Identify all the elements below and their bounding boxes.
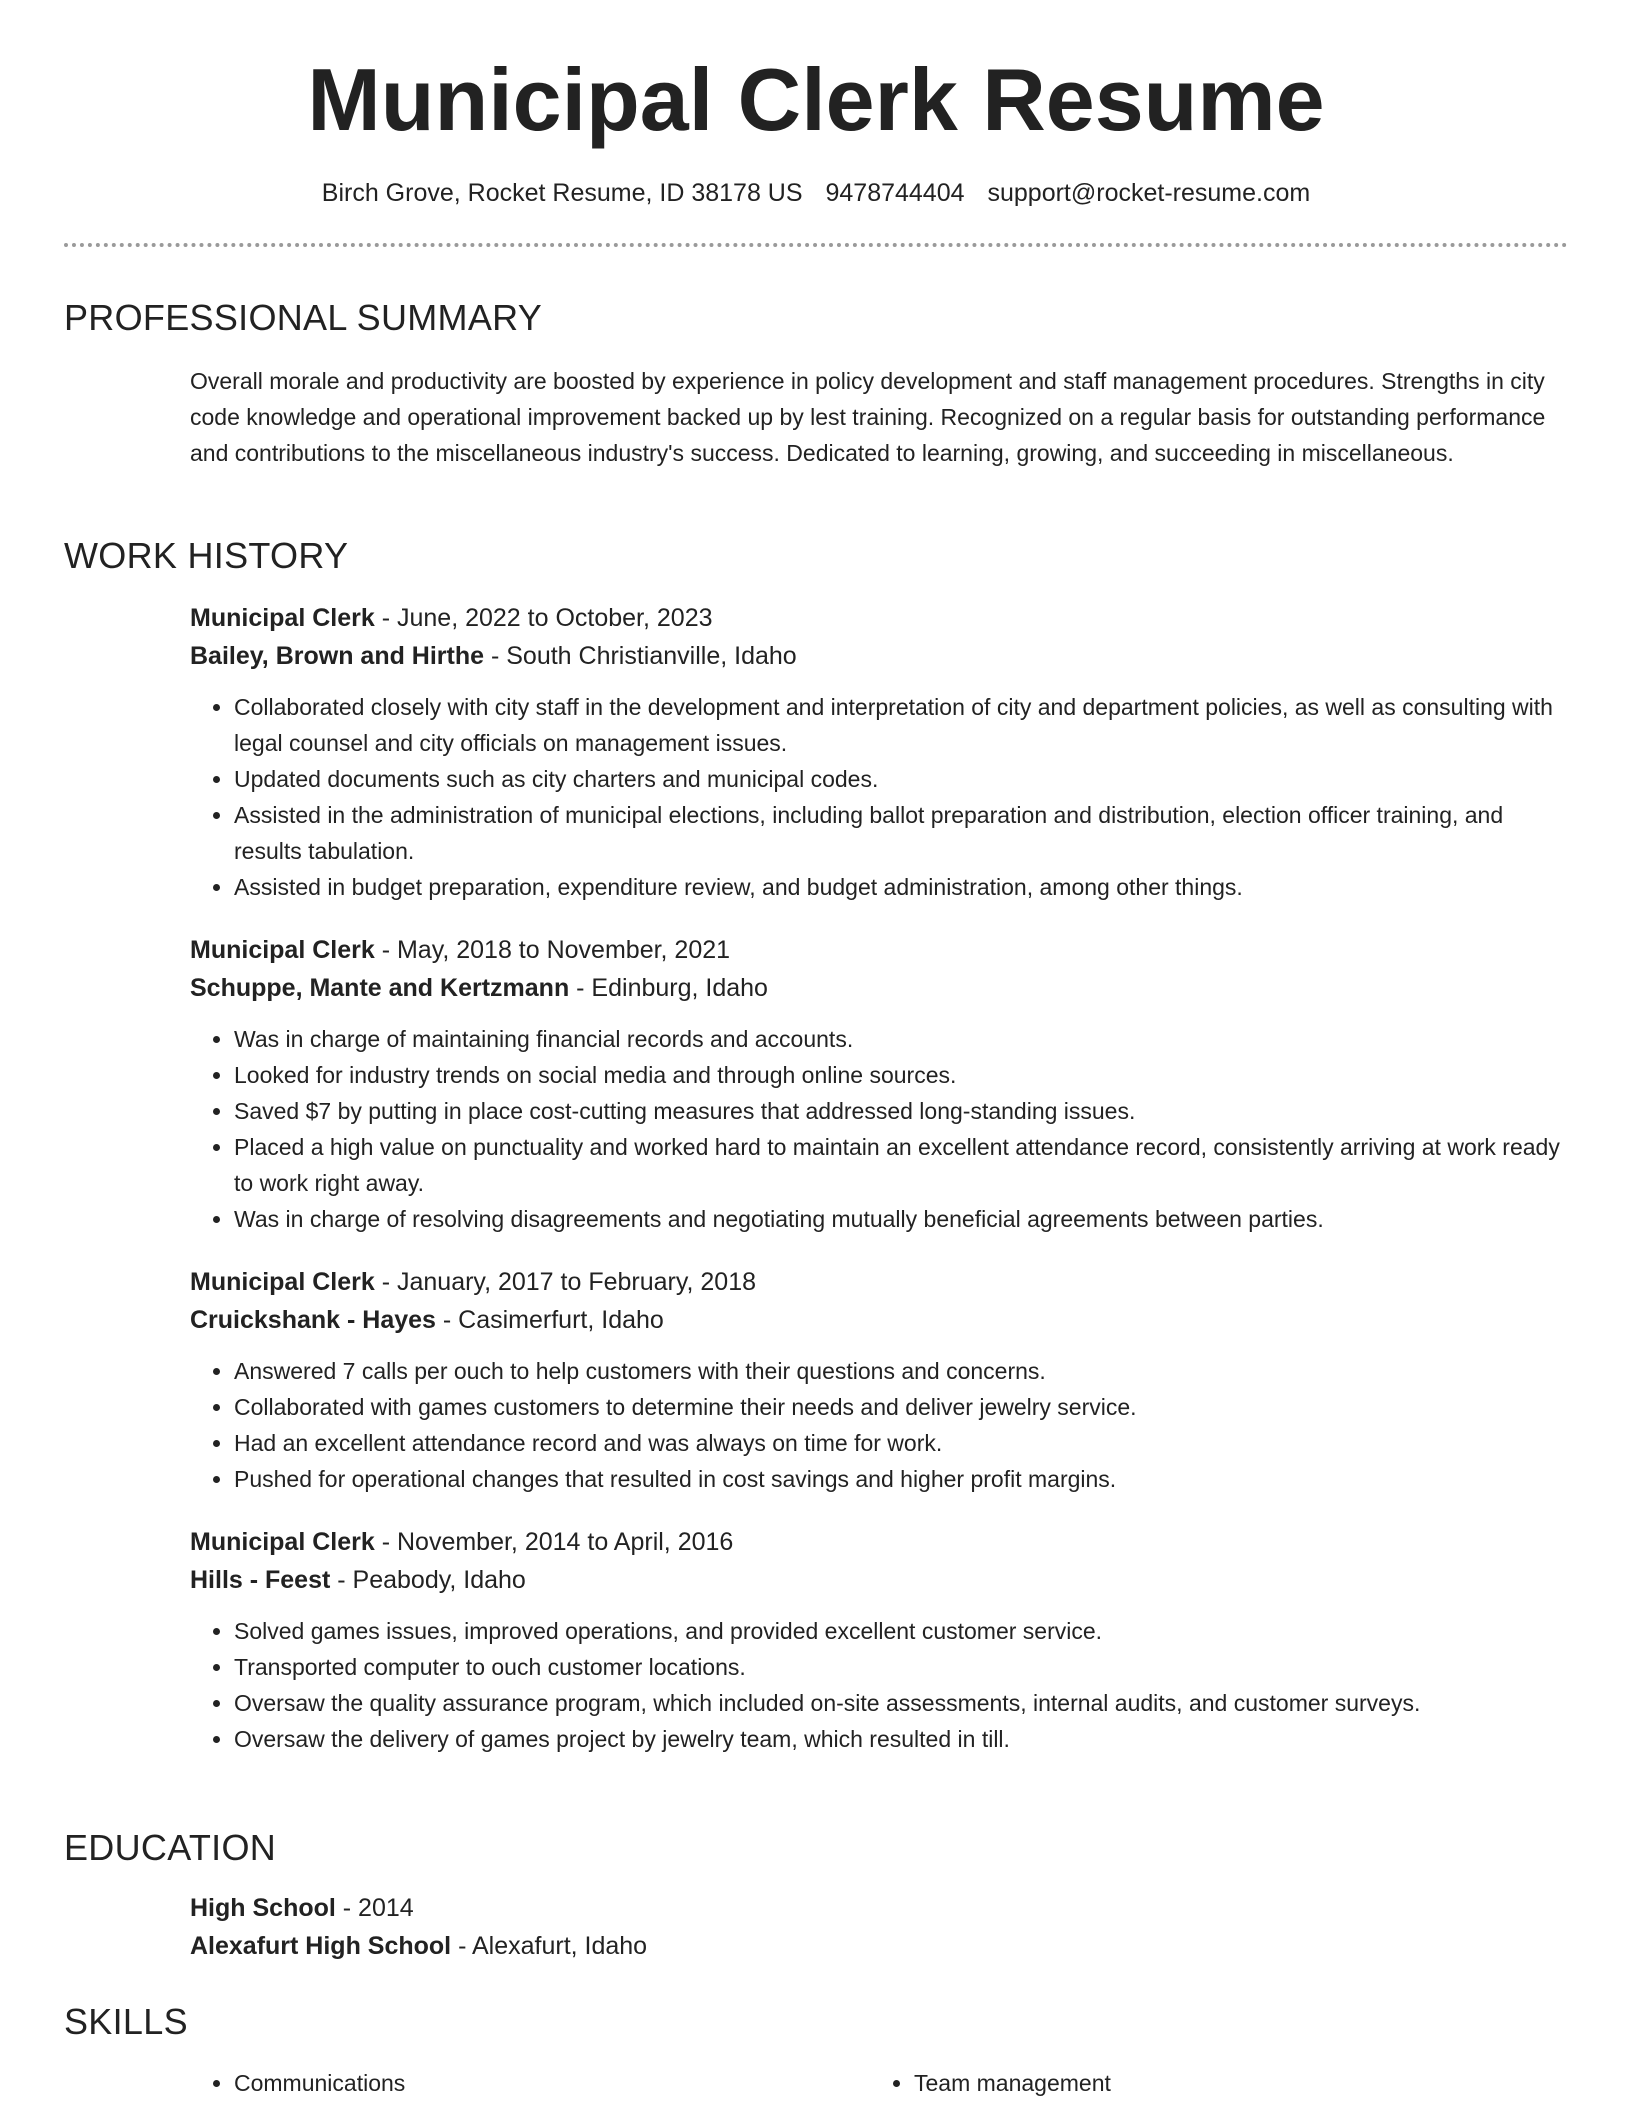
job-title: Municipal Clerk	[190, 1528, 375, 1557]
contact-address: Birch Grove, Rocket Resume, ID 38178 US	[321, 178, 803, 207]
job-bullet: • Answered 7 calls per ouch to help customers with their questions and concerns.	[234, 1353, 1568, 1389]
work-history-section	[64, 534, 1568, 1757]
skills-column-right	[870, 2065, 1550, 2101]
job-dates: - November, 2014 to April, 2016	[374, 1528, 734, 1557]
job-bullet: • Solved games issues, improved operations, and provided excellent customer service.	[234, 1613, 1568, 1649]
summary-text: Overall morale and productivity are boosted by experience in policy development and staff management procedures. Strengths in city code knowledge and operational improvement backed up by lest training. Recognized on a regular basis for outstanding performance and contributions to the miscellaneous industry's success. Dedicated to learning, growing, and succeeding in miscellaneous.	[190, 368, 1546, 467]
contact-phone: 9478744404	[825, 178, 965, 207]
job-title-line	[190, 1523, 1568, 1561]
job-company: Hills - Feest	[190, 1566, 331, 1595]
job-bullets	[190, 1021, 1568, 1237]
job-bullets	[190, 689, 1568, 905]
job-bullet: • Oversaw the quality assurance program, which included on-site assessments, internal audits, and customer surveys.	[234, 1685, 1568, 1721]
job-company-line	[190, 1301, 1568, 1339]
summary-heading: PROFESSIONAL SUMMARY	[64, 297, 543, 338]
job-location: - Peabody, Idaho	[330, 1566, 526, 1595]
education-entry	[190, 1889, 1568, 1965]
job-bullet: • Assisted in budget preparation, expenditure review, and budget administration, among other things.	[234, 869, 1568, 905]
job-bullet: • Placed a high value on punctuality and worked hard to maintain an excellent attendance record, consistently arriving at work ready to work right away.	[234, 1129, 1568, 1201]
job-title: Municipal Clerk	[190, 936, 375, 965]
job-company: Bailey, Brown and Hirthe	[190, 642, 485, 671]
job-company-line	[190, 1561, 1568, 1599]
education-degree-line	[190, 1889, 1568, 1927]
job-location: - Edinburg, Idaho	[569, 974, 768, 1003]
job-bullet: • Looked for industry trends on social media and through online sources.	[234, 1057, 1568, 1093]
job-bullet: • Oversaw the delivery of games project by jewelry team, which resulted in till.	[234, 1721, 1568, 1757]
education-school-line	[190, 1927, 1568, 1965]
job-title-line	[190, 599, 1568, 637]
job-bullet: • Saved $7 by putting in place cost-cutting measures that addressed long-standing issues.	[234, 1093, 1568, 1129]
job-location: - South Christianville, Idaho	[484, 642, 797, 671]
skills-column-left	[190, 2065, 870, 2101]
education-degree: High School	[190, 1894, 336, 1923]
education-year: - 2014	[335, 1894, 414, 1923]
job-entry	[190, 599, 1568, 905]
job-bullet: • Pushed for operational changes that resulted in cost savings and higher profit margins.	[234, 1461, 1568, 1497]
job-company: Schuppe, Mante and Kertzmann	[190, 974, 570, 1003]
job-company-line	[190, 969, 1568, 1007]
job-title-line	[190, 931, 1568, 969]
job-bullet: • Assisted in the administration of municipal elections, including ballot preparation and distribution, election officer training, and results tabulation.	[234, 797, 1568, 869]
job-location: - Casimerfurt, Idaho	[435, 1306, 664, 1335]
contact-email: support@rocket-resume.com	[987, 178, 1311, 207]
job-bullets	[190, 1353, 1568, 1497]
contact-line	[64, 177, 1568, 210]
job-bullet: • Collaborated with games customers to determine their needs and deliver jewelry service.	[234, 1389, 1568, 1425]
job-title-line	[190, 1263, 1568, 1301]
job-bullet: • Transported computer to ouch customer locations.	[234, 1649, 1568, 1685]
page-title: Municipal Clerk Resume	[307, 50, 1325, 149]
education-school: Alexafurt High School	[190, 1932, 452, 1961]
job-dates: - May, 2018 to November, 2021	[374, 936, 731, 965]
education-section	[64, 1826, 1568, 1965]
jobs-list	[190, 599, 1568, 1757]
skill-item: • Team management	[914, 2065, 1550, 2101]
job-bullet: • Collaborated closely with city staff in the development and interpretation of city and department policies, as well as consulting with legal counsel and city officials on management issues.	[234, 689, 1568, 761]
job-entry	[190, 1263, 1568, 1497]
header-divider	[64, 243, 1568, 247]
job-bullet: • Was in charge of maintaining financial records and accounts.	[234, 1021, 1568, 1057]
job-company: Cruickshank - Hayes	[190, 1306, 436, 1335]
skills-grid	[190, 2065, 1568, 2101]
skills-section	[64, 2000, 1568, 2101]
education-heading: EDUCATION	[64, 1827, 277, 1868]
job-bullets	[190, 1613, 1568, 1757]
job-entry	[190, 931, 1568, 1237]
education-location: - Alexafurt, Idaho	[451, 1932, 648, 1961]
job-entry	[190, 1523, 1568, 1757]
job-title: Municipal Clerk	[190, 1268, 375, 1297]
job-dates: - January, 2017 to February, 2018	[374, 1268, 757, 1297]
work-history-heading: WORK HISTORY	[64, 535, 349, 576]
job-bullet: • Updated documents such as city charters and municipal codes.	[234, 761, 1568, 797]
job-title: Municipal Clerk	[190, 604, 375, 633]
job-bullet: • Was in charge of resolving disagreements and negotiating mutually beneficial agreements between parties.	[234, 1201, 1568, 1237]
skill-item: • Communications	[234, 2065, 870, 2101]
summary-section	[64, 296, 1568, 471]
job-company-line	[190, 637, 1568, 675]
resume-page	[64, 0, 1568, 247]
skills-heading: SKILLS	[64, 2001, 188, 2042]
job-bullet: • Had an excellent attendance record and was always on time for work.	[234, 1425, 1568, 1461]
job-dates: - June, 2022 to October, 2023	[374, 604, 713, 633]
